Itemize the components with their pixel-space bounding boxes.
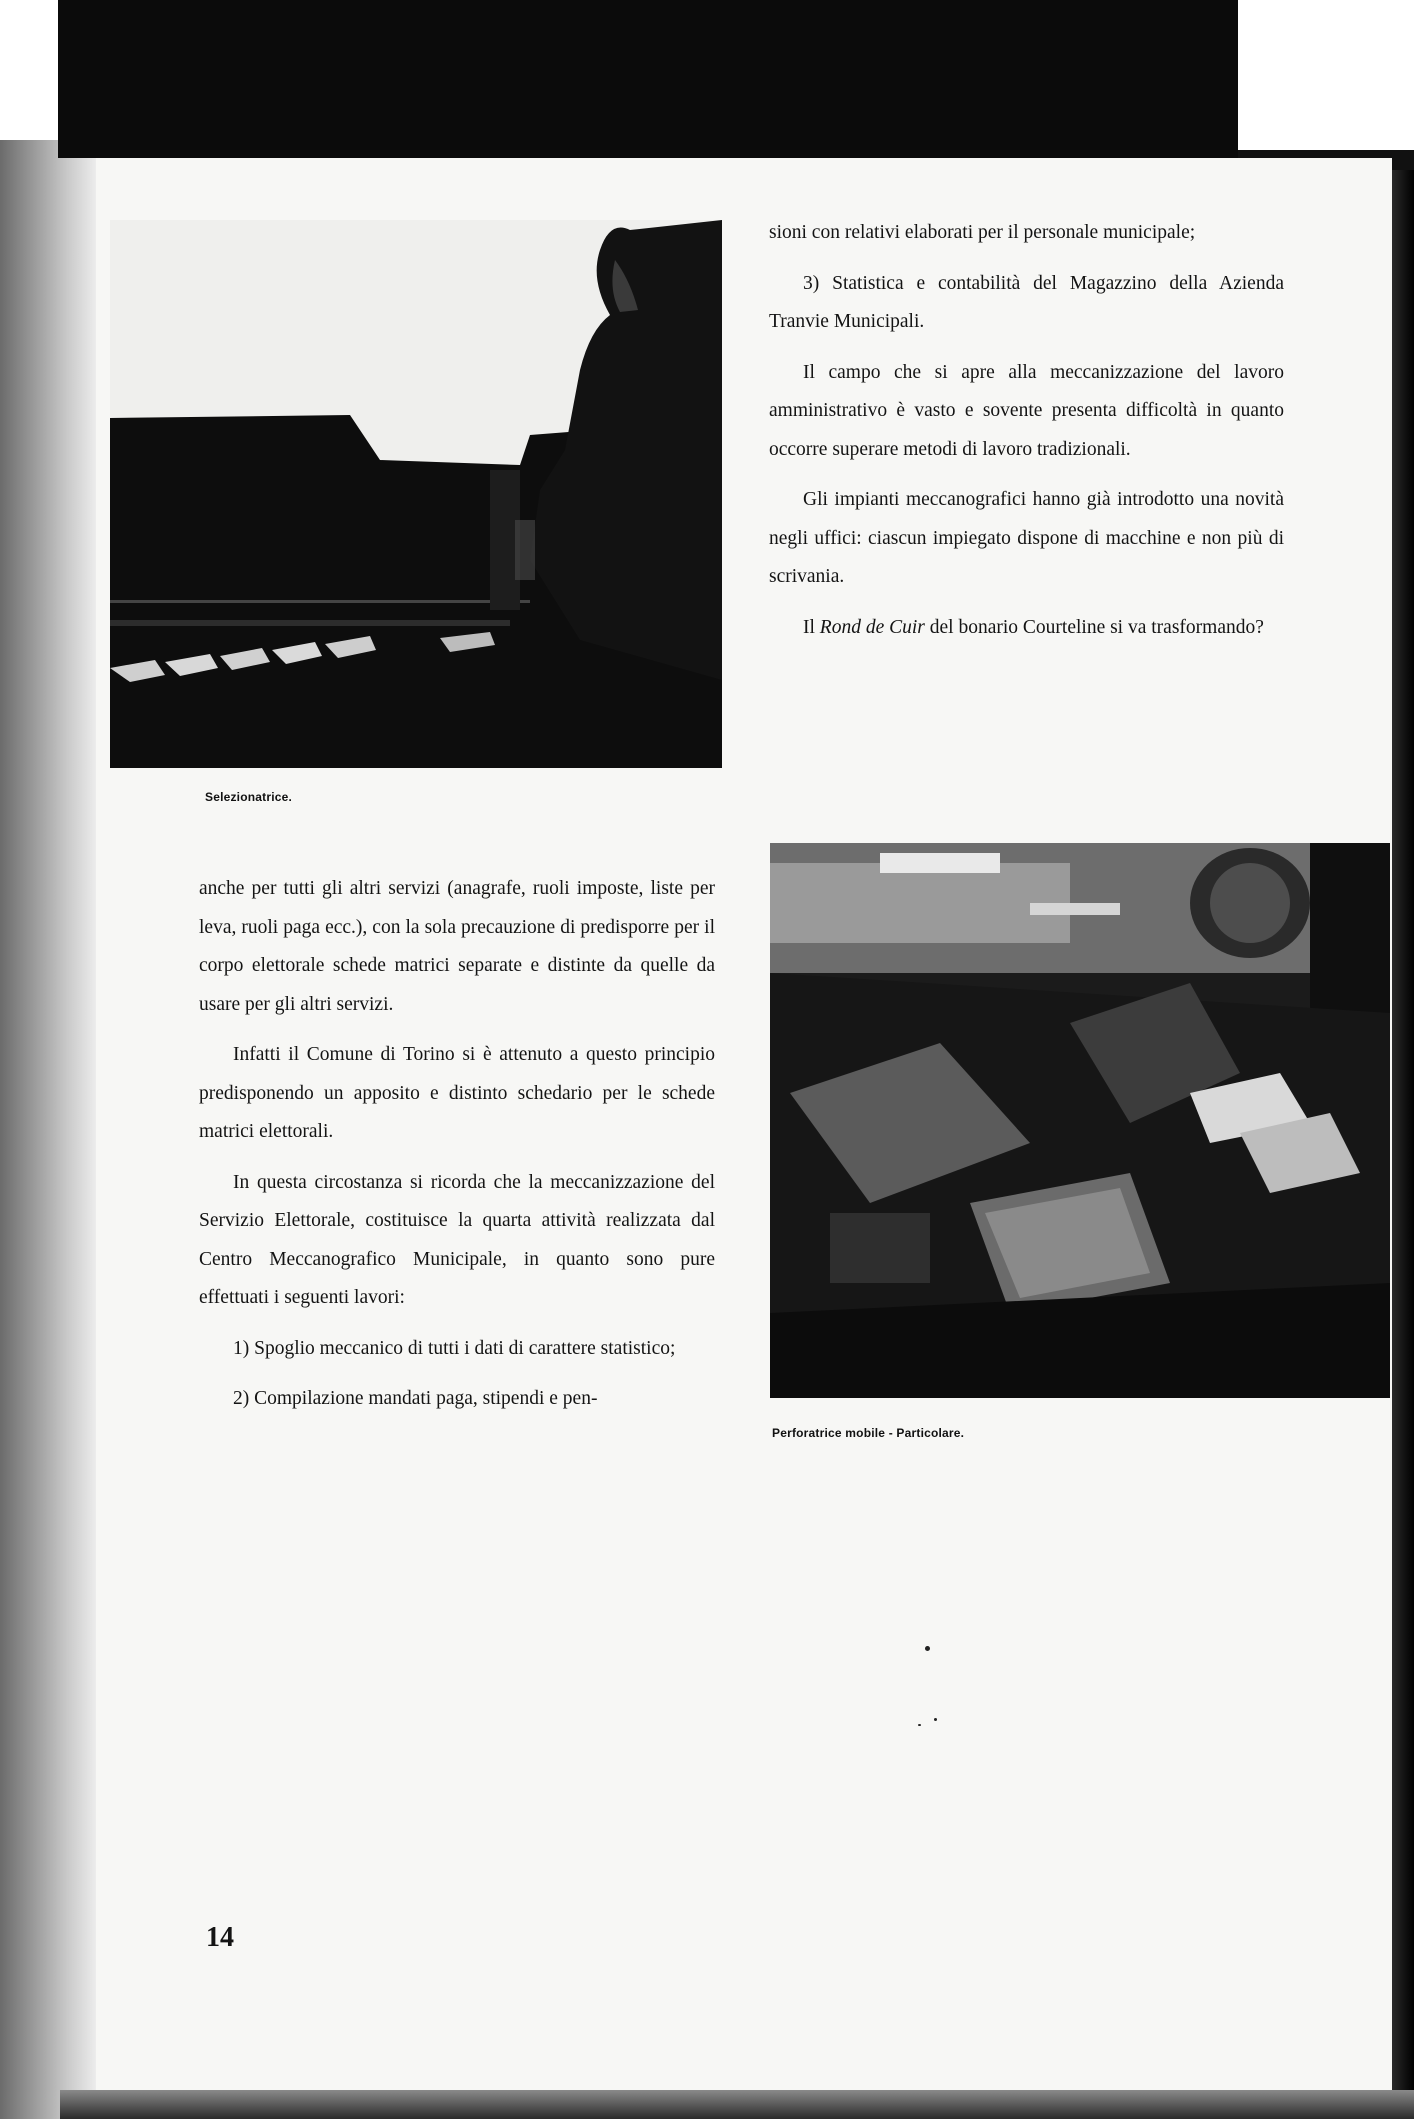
caption-perforatrice: Perforatrice mobile - Particolare. bbox=[772, 1426, 965, 1440]
scan-left-edge-shadow bbox=[0, 140, 96, 2119]
paragraph: Infatti il Comune di Torino si è attenuto a questo principio predisponendo un apposito e distinto schedario per le schede matrici elettorali. bbox=[199, 1044, 715, 1142]
paragraph-rond-de-cuir bbox=[769, 609, 1284, 648]
paragraph: In questa circostanza si ricorda che la meccanizzazione del Servizio Elettorale, costituisce la quarta attività realizzata dal Centro Meccanografico Municipale, in quanto sono pure effettuati i seguenti lavori: bbox=[199, 1171, 715, 1308]
text-column-right bbox=[769, 214, 1284, 659]
scan-top-border bbox=[58, 0, 1238, 158]
text-fragment: del bonario Courteline si va trasformando? bbox=[924, 616, 1264, 638]
scan-bottom-edge bbox=[60, 2090, 1414, 2119]
photo-perforatrice-image bbox=[770, 843, 1390, 1398]
caption-selezionatrice: Selezionatrice. bbox=[205, 790, 293, 804]
paragraph: Il campo che si apre alla meccanizzazione del lavoro amministrativo è vasto e sovente presenta difficoltà in quanto occorre superare metodi di lavoro tradizionali. bbox=[769, 361, 1284, 460]
paragraph: anche per tutti gli altri servizi (anagrafe, ruoli imposte, liste per leva, ruoli paga ecc.), con la sola precauzione di predisporre per il corpo elettorale schede matrici separate e distinte da quelle da usare per gli altri servizi. bbox=[199, 878, 715, 1015]
paragraph: sioni con relativi elaborati per il personale municipale; bbox=[769, 222, 1196, 243]
italic-title: Rond de Cuir bbox=[819, 616, 925, 638]
scan-speck bbox=[925, 1646, 930, 1651]
photo-perforatrice bbox=[770, 843, 1390, 1398]
paragraph-list-item: 2) Compilazione mandati paga, stipendi e pen- bbox=[233, 1388, 598, 1409]
text-fragment: Il bbox=[803, 616, 820, 638]
scan-right-edge bbox=[1392, 170, 1414, 2100]
photo-selezionatrice-image bbox=[110, 220, 722, 768]
page-number: 14 bbox=[206, 1922, 234, 1953]
paragraph: Gli impianti meccanografici hanno già introdotto una novità negli uffici: ciascun impiegato dispone di macchine e non più di scrivania. bbox=[769, 489, 1284, 587]
photo-selezionatrice bbox=[110, 220, 722, 768]
paragraph-list-item: 3) Statistica e contabilità del Magazzino della Azienda Tranvie Municipali. bbox=[769, 272, 1284, 332]
scan-speck bbox=[934, 1718, 937, 1721]
paragraph-list-item: 1) Spoglio meccanico di tutti i dati di carattere statistico; bbox=[233, 1337, 676, 1359]
scan-speck bbox=[918, 1724, 921, 1726]
text-column-left bbox=[199, 870, 715, 1431]
